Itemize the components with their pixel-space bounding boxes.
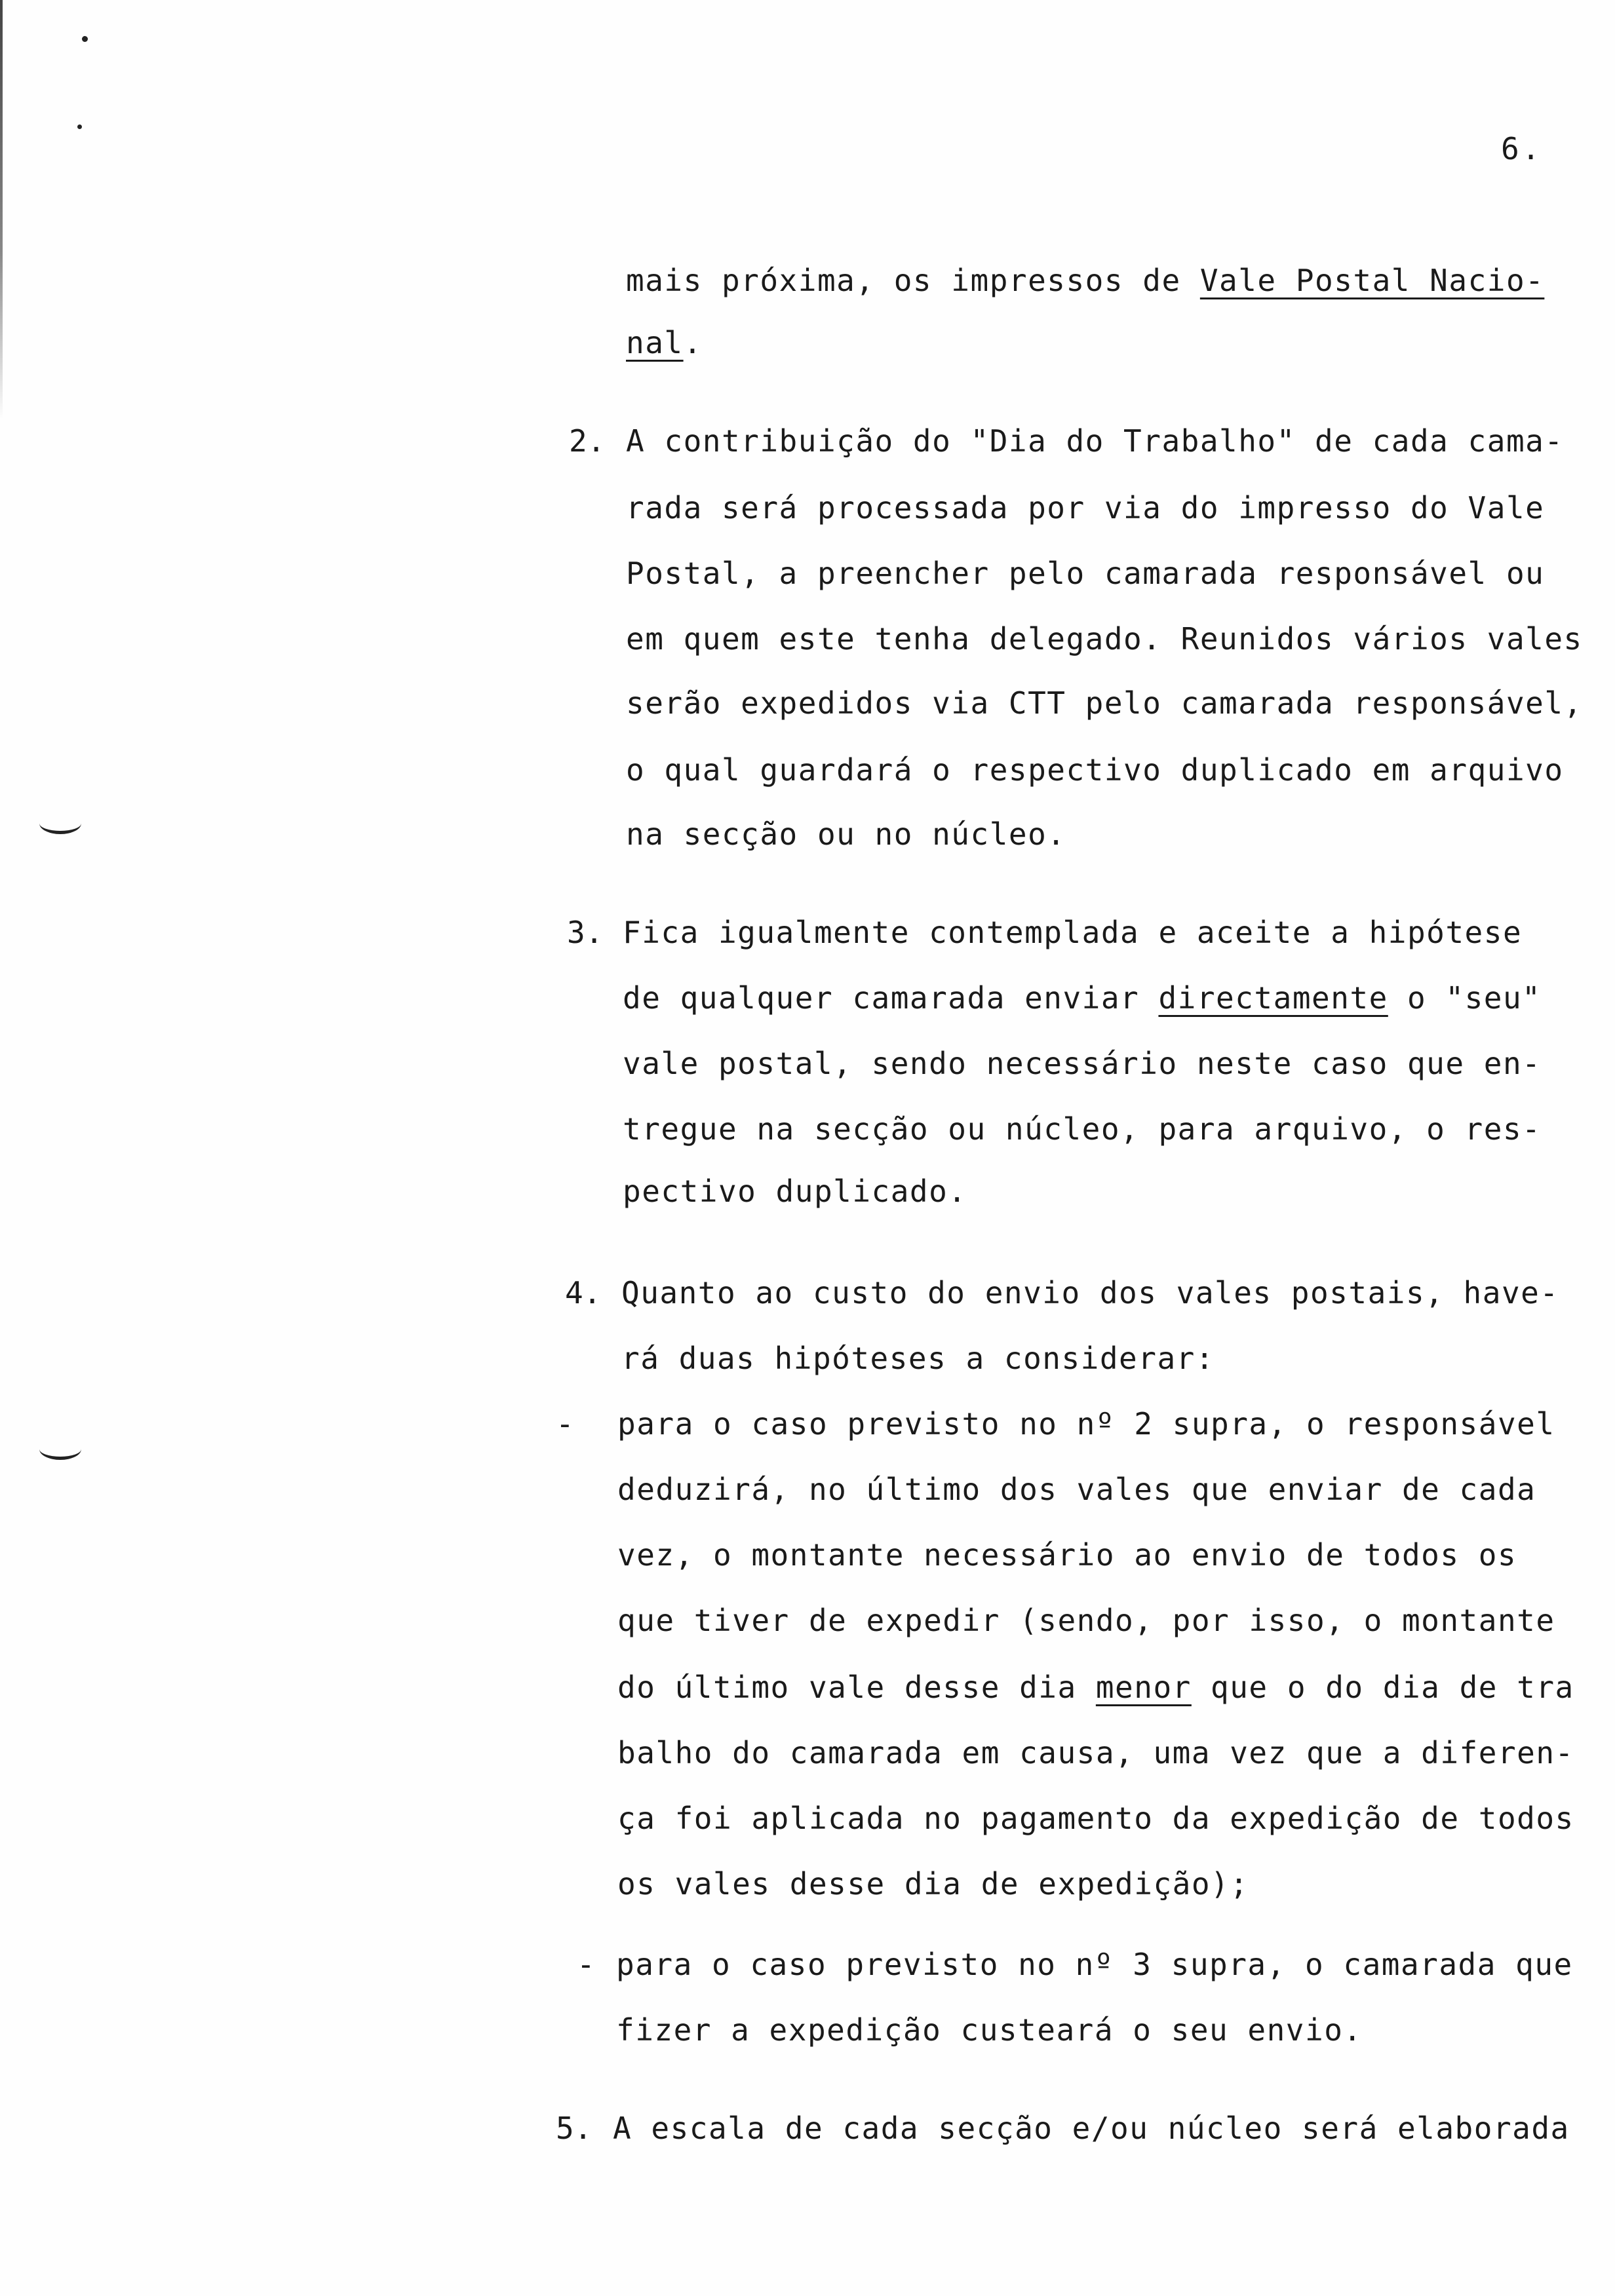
emphasis-underline: directamente xyxy=(1158,980,1388,1016)
paragraph-line: do último vale desse dia menor que o do dia de tra xyxy=(617,1670,1574,1705)
paragraph-line: os vales desse dia de expedição); xyxy=(617,1866,1249,1902)
paragraph-line: de qualquer camarada enviar directamente o "seu" xyxy=(623,980,1542,1016)
emphasis-underline: Vale Postal Nacio- xyxy=(1199,263,1545,298)
paragraph-line: ça foi aplicada no pagamento da expedição de todos xyxy=(617,1801,1574,1836)
paragraph-line: em quem este tenha delegado. Reunidos vários vales xyxy=(626,621,1583,657)
intro-line: nal. xyxy=(626,325,703,360)
paragraph-line: serão expedidos via CTT pelo camarada responsável, xyxy=(626,685,1583,721)
paragraph-line: vez, o montante necessário ao envio de todos os xyxy=(617,1537,1517,1573)
paragraph-line: pectivo duplicado. xyxy=(623,1174,967,1209)
paragraph-line: que tiver de expedir (sendo, por isso, o montante xyxy=(617,1603,1555,1638)
paragraph-line: fizer a expedição custeará o seu envio. xyxy=(616,2012,1363,2048)
bullet-dash: - xyxy=(556,1406,574,1442)
paragraph-line: A contribuição do "Dia do Trabalho" de cada cama- xyxy=(626,423,1564,459)
paragraph-line: para o caso previsto no nº 3 supra, o camarada que xyxy=(616,1947,1573,1982)
bullet-dash: - xyxy=(577,1947,595,1982)
paragraph-line: balho do camarada em causa, uma vez que a diferen- xyxy=(617,1735,1574,1770)
item-number: 4. xyxy=(565,1275,602,1311)
paragraph-line: para o caso previsto no nº 2 supra, o responsável xyxy=(617,1406,1555,1442)
punch-mark xyxy=(39,1438,81,1460)
paragraph-line: deduzirá, no último dos vales que enviar de cada xyxy=(617,1472,1536,1507)
paragraph-line: Postal, a preencher pelo camarada responsável ou xyxy=(626,556,1545,591)
paragraph-line: vale postal, sendo necessário neste caso que en- xyxy=(623,1046,1542,1081)
paragraph-line: o qual guardará o respectivo duplicado em arquivo xyxy=(626,752,1564,788)
emphasis-underline: menor xyxy=(1095,1670,1192,1705)
paragraph-line: Fica igualmente contemplada e aceite a hipótese xyxy=(623,915,1523,950)
paragraph-line: rada será processada por via do impresso do Vale xyxy=(626,490,1545,526)
punch-dot xyxy=(77,124,82,129)
item-number: 5. xyxy=(556,2111,593,2146)
punch-dot xyxy=(82,36,88,42)
emphasis-underline: nal xyxy=(626,325,684,360)
page-number: 6. xyxy=(1501,131,1543,166)
punch-mark xyxy=(39,813,81,834)
paragraph-line: na secção ou no núcleo. xyxy=(626,816,1066,852)
paragraph-line: tregue na secção ou núcleo, para arquivo, o res- xyxy=(623,1111,1542,1147)
intro-line: mais próxima, os impressos de Vale Postal Nacio- xyxy=(626,263,1545,298)
page-edge-shadow xyxy=(0,0,3,419)
paragraph-line: Quanto ao custo do envio dos vales postais, have- xyxy=(621,1275,1559,1311)
item-number: 2. xyxy=(569,423,606,459)
item-number: 3. xyxy=(567,915,604,950)
paragraph-line: rá duas hipóteses a considerar: xyxy=(621,1341,1215,1376)
paragraph-line: A escala de cada secção e/ou núcleo será elaborada xyxy=(613,2111,1570,2146)
